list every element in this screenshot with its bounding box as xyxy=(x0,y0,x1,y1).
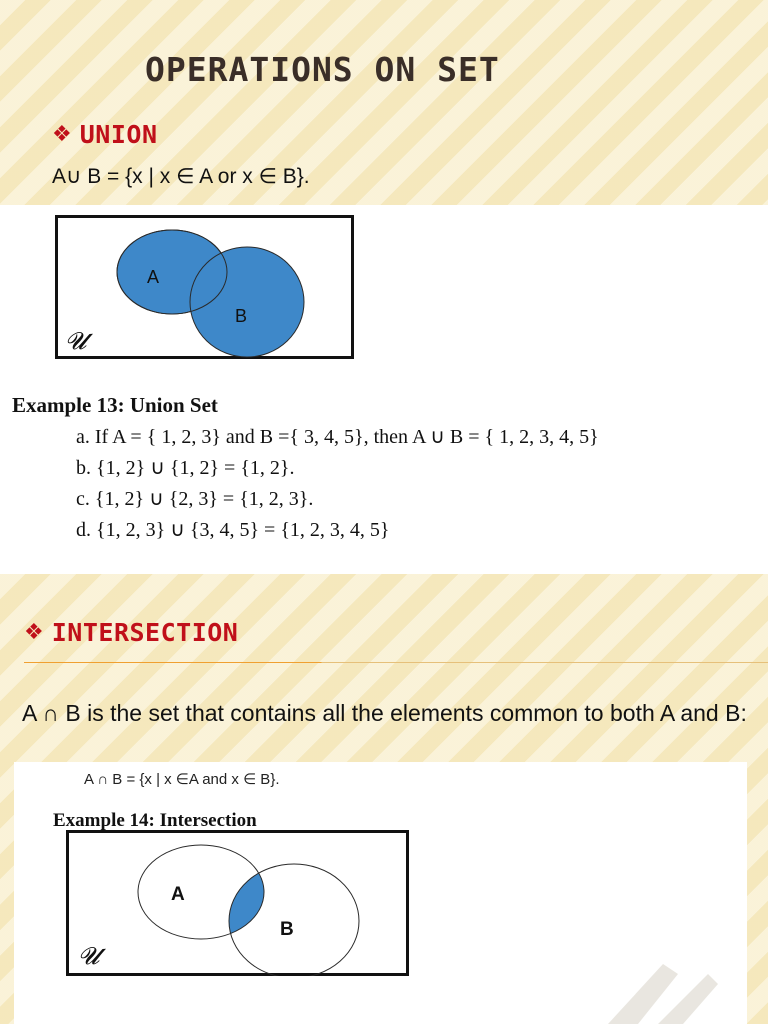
union-heading xyxy=(52,120,158,149)
universe-label: 𝓤 xyxy=(78,942,100,970)
set-b-circle xyxy=(190,247,304,357)
set-b-label: B xyxy=(280,919,294,940)
intersection-description: A ∩ B is the set that contains all the elements common to both A and B: xyxy=(22,700,747,726)
example-13-item: d. {1, 2, 3} ∪ {3, 4, 5} = {1, 2, 3, 4, 5} xyxy=(76,519,390,541)
heading-underline xyxy=(24,662,768,663)
example-14-title: Example 14: Intersection xyxy=(53,810,257,831)
example-13-item: c. {1, 2} ∪ {2, 3} = {1, 2, 3}. xyxy=(76,488,314,510)
diamond-bullet-icon: ❖ xyxy=(52,122,72,147)
watermark-graphic xyxy=(568,944,768,1024)
diamond-bullet-icon: ❖ xyxy=(24,620,44,645)
union-label: UNION xyxy=(79,120,158,149)
example-13-item: a. If A = { 1, 2, 3} and B ={ 3, 4, 5}, then A ∪ B = { 1, 2, 3, 4, 5} xyxy=(76,426,599,448)
example-13 xyxy=(12,393,599,546)
example-13-item: b. {1, 2} ∪ {1, 2} = {1, 2}. xyxy=(76,457,295,479)
page-title: OPERATIONS ON SET xyxy=(145,50,500,89)
set-a-label: A xyxy=(171,884,185,905)
example-13-title: Example 13: Union Set xyxy=(12,393,218,417)
slide-intersection xyxy=(0,574,768,1024)
intersection-heading xyxy=(24,618,238,647)
intersection-label: INTERSECTION xyxy=(51,618,239,647)
union-formula: A∪ B = {x | x ∈ A or x ∈ B}. xyxy=(52,165,310,188)
union-venn-diagram xyxy=(55,215,355,360)
intersection-formula: A ∩ B = {x | x ∈A and x ∈ B}. xyxy=(84,771,280,788)
set-a-label: A xyxy=(147,267,160,287)
intersection-venn-diagram xyxy=(66,830,409,976)
universe-label: 𝓤 xyxy=(65,327,87,355)
union-content-panel xyxy=(0,205,768,568)
set-b-label: B xyxy=(235,306,248,326)
